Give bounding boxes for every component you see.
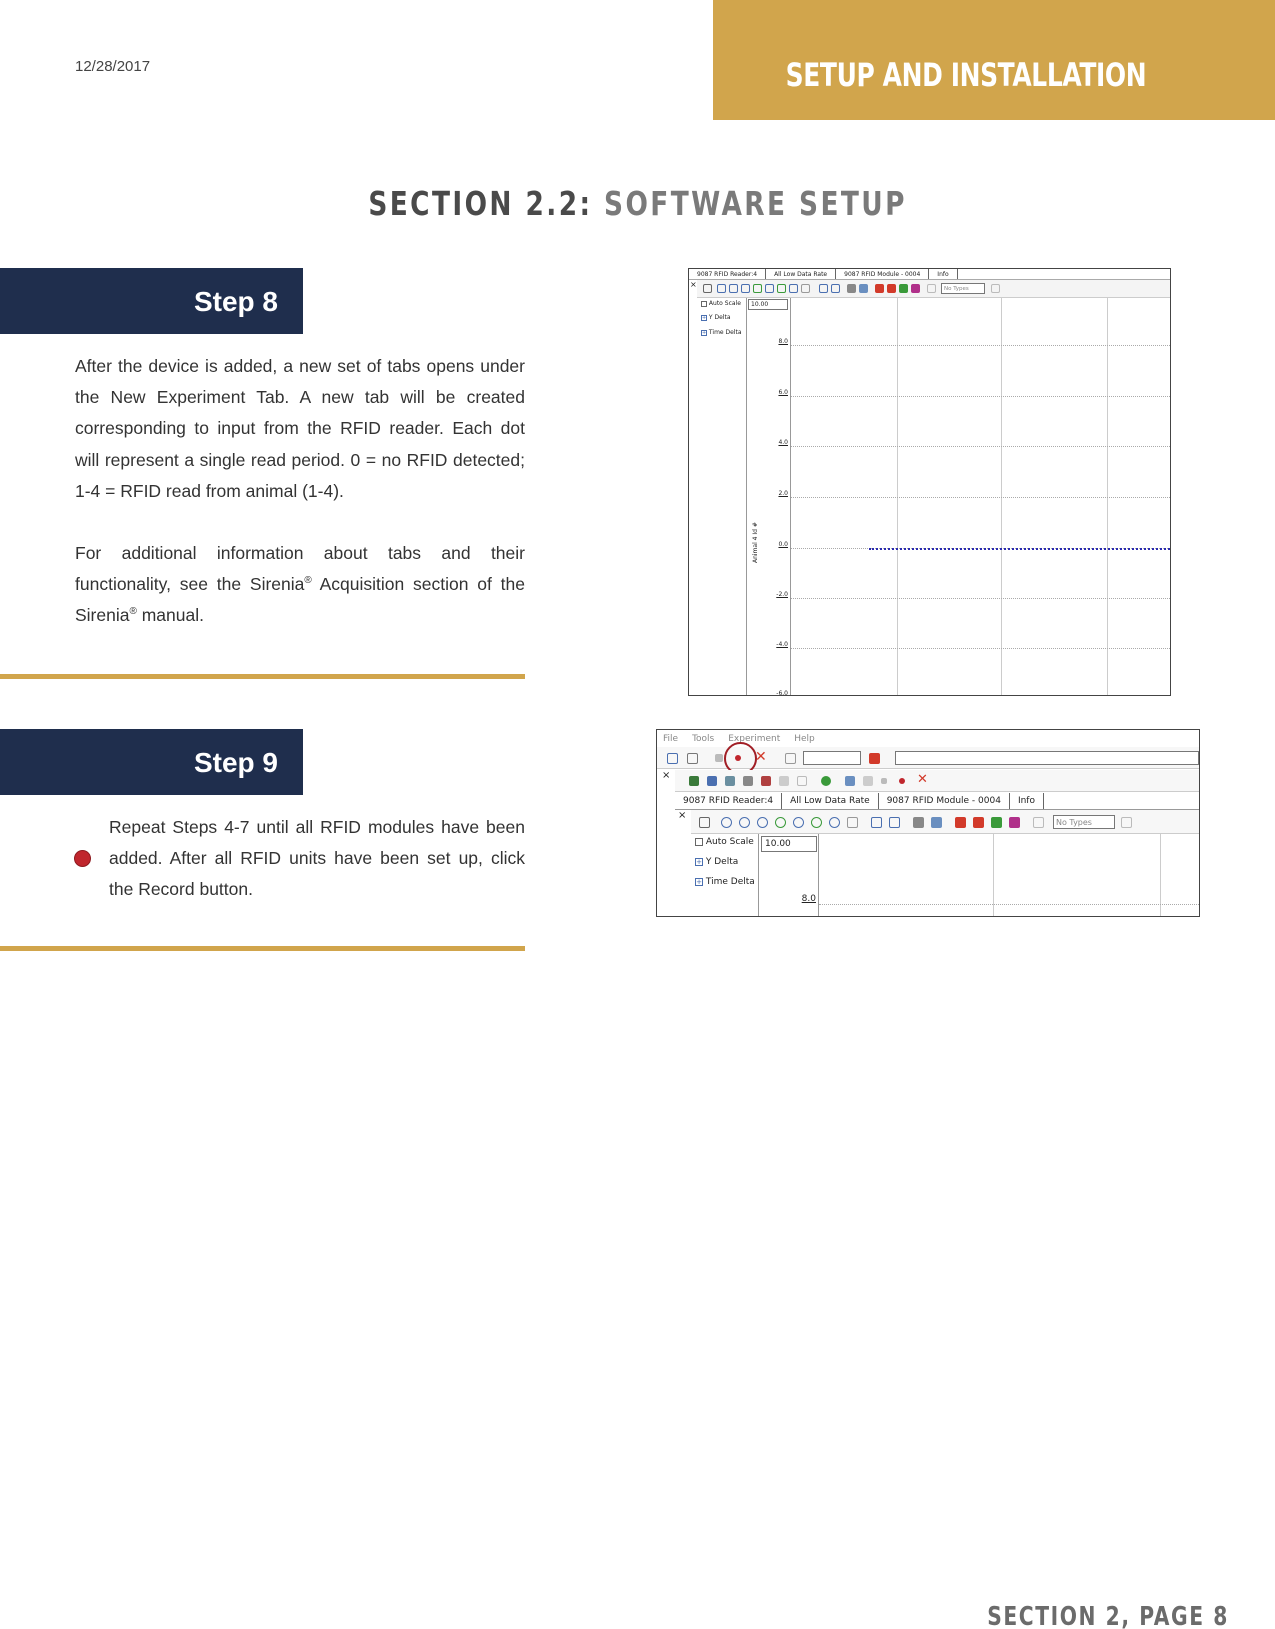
- zoom-reset-icon[interactable]: [741, 284, 750, 293]
- step-9-divider: [0, 946, 525, 951]
- zoom-in-icon[interactable]: [721, 817, 732, 828]
- zoom-fit-icon[interactable]: [777, 284, 786, 293]
- auto-scale-option[interactable]: [695, 837, 754, 847]
- y-axis-panel: [747, 298, 791, 696]
- grid-line-horizontal: [791, 648, 1170, 649]
- grid-line-horizontal: [819, 904, 1199, 905]
- auto-scale-checkbox[interactable]: [695, 838, 703, 846]
- add-device-icon[interactable]: [707, 776, 717, 786]
- graph-toolbar: [691, 810, 1199, 834]
- open-icon[interactable]: [687, 753, 698, 764]
- print-icon[interactable]: [847, 284, 856, 293]
- print-icon[interactable]: [913, 817, 924, 828]
- y-axis-panel: [759, 834, 819, 917]
- step-9-label: Step 9: [193, 747, 278, 778]
- configure-icon[interactable]: [725, 776, 735, 786]
- export-icon[interactable]: [859, 284, 868, 293]
- marker-3d-icon[interactable]: [911, 284, 920, 293]
- zoom-y-icon[interactable]: [765, 284, 774, 293]
- y-tick: -6.0: [776, 690, 788, 696]
- menu-file[interactable]: File: [663, 734, 679, 744]
- marker-orange-icon[interactable]: [973, 817, 984, 828]
- step-9-paragraph: Repeat Steps 4-7 until all RFID modules have been added. After all RFID units have been set up, click the Record button.: [109, 817, 525, 900]
- marker-green-icon[interactable]: [991, 817, 1002, 828]
- time-delta-option[interactable]: [695, 877, 755, 887]
- grid-line-horizontal: [791, 598, 1170, 599]
- step-8-header: [0, 268, 303, 334]
- section-label: SECTION 2.2:: [368, 184, 593, 223]
- marker-orange-icon[interactable]: [887, 284, 896, 293]
- pan-icon[interactable]: [801, 284, 810, 293]
- cursor-a-icon[interactable]: [819, 284, 828, 293]
- stop-icon[interactable]: [715, 754, 723, 762]
- close-experiment-icon[interactable]: ✕: [755, 749, 767, 765]
- user-icon[interactable]: [797, 776, 807, 786]
- y-tick: -4.0: [776, 641, 788, 648]
- graph-options-pane: [691, 834, 759, 917]
- marker-red-icon[interactable]: [875, 284, 884, 293]
- pointer-icon[interactable]: [703, 284, 712, 293]
- tab-rfid-module[interactable]: 9087 RFID Module - 0004: [836, 269, 929, 279]
- step-8-paragraph-2: [75, 538, 525, 632]
- y-scale-input[interactable]: 10.00: [748, 299, 788, 310]
- time-delta-option[interactable]: [701, 329, 742, 336]
- sync-icon[interactable]: [821, 776, 831, 786]
- y-tick: 4.0: [778, 439, 788, 446]
- tab-info[interactable]: Info: [1010, 793, 1044, 809]
- zoom-out-icon[interactable]: [729, 284, 738, 293]
- zoom-y-icon[interactable]: [793, 817, 804, 828]
- graph-options-pane: [697, 298, 747, 696]
- pointer-icon[interactable]: [699, 817, 710, 828]
- tab-low-data-rate[interactable]: All Low Data Rate: [766, 269, 836, 279]
- section-title: [0, 184, 1275, 223]
- auto-scale-label: Auto Scale: [708, 300, 741, 307]
- cursor-b-icon[interactable]: [831, 284, 840, 293]
- expand-icon[interactable]: +: [702, 329, 707, 336]
- auto-scale-label: Auto Scale: [705, 837, 754, 847]
- zoom-region-icon[interactable]: [789, 284, 798, 293]
- expand-icon[interactable]: +: [702, 314, 707, 321]
- types-dropdown[interactable]: No Types: [1053, 815, 1115, 829]
- tab-low-data-rate[interactable]: All Low Data Rate: [782, 793, 879, 809]
- time-delta-label: Time Delta: [705, 877, 755, 887]
- y-tick: 6.0: [778, 389, 788, 396]
- types-dropdown[interactable]: No Types: [941, 283, 985, 294]
- zoom-fit-icon[interactable]: [811, 817, 822, 828]
- grid-icon[interactable]: [761, 776, 771, 786]
- rfid-data-trace: [869, 548, 1170, 550]
- close-pane-icon[interactable]: ×: [690, 280, 697, 289]
- y-tick: 8.0: [801, 894, 816, 904]
- header-title: SETUP AND INSTALLATION: [785, 56, 1146, 94]
- menu-tools[interactable]: Tools: [692, 734, 715, 744]
- grid-line-horizontal: [791, 345, 1170, 346]
- y-delta-option[interactable]: [701, 314, 731, 321]
- section-name: SOFTWARE SETUP: [603, 184, 907, 223]
- link-icon[interactable]: [779, 776, 789, 786]
- step-9-header: [0, 729, 303, 795]
- marker-3d-icon[interactable]: [1009, 817, 1020, 828]
- zoom-in-icon[interactable]: [717, 284, 726, 293]
- grid-line-horizontal: [791, 497, 1170, 498]
- device-record-icon[interactable]: [899, 778, 905, 784]
- auto-scale-option[interactable]: [701, 300, 741, 307]
- comment-input[interactable]: [895, 751, 1199, 765]
- grid-line-horizontal: [791, 396, 1170, 397]
- step-8-paragraph-1: After the device is added, a new set of tabs opens under the New Experiment Tab. A new tab will be created corresponding to input from the RFID reader. Each dot will represent a single read period. 0 = no RFID detected; 1-4 = RFID read from animal (1-4).: [75, 356, 525, 501]
- registered-mark: ®: [129, 606, 137, 618]
- document-date: 12/28/2017: [75, 58, 151, 75]
- page-footer: SECTION 2, PAGE 8: [987, 1602, 1229, 1629]
- registered-mark: ®: [304, 575, 312, 587]
- record-button-screenshot: [656, 729, 1200, 917]
- para2-part-c: manual.: [136, 605, 204, 626]
- refresh-icon[interactable]: [991, 284, 1000, 293]
- new-experiment-icon[interactable]: [667, 753, 678, 764]
- y-delta-option[interactable]: [695, 857, 738, 867]
- y-delta-label: Y Delta: [705, 857, 739, 867]
- device-toolbar: [675, 770, 1199, 792]
- device-icon[interactable]: [689, 776, 699, 786]
- y-tick: 0.0: [778, 541, 788, 548]
- table-icon[interactable]: [863, 776, 873, 786]
- expand-icon[interactable]: +: [696, 877, 702, 886]
- properties-icon[interactable]: [785, 753, 796, 764]
- grid-line-horizontal: [791, 446, 1170, 447]
- zoom-reset-icon[interactable]: [757, 817, 768, 828]
- zoom-out-icon[interactable]: [739, 817, 750, 828]
- step-8-label: Step 8: [193, 286, 278, 317]
- y-axis-label: Animal 4 Id #: [752, 522, 759, 563]
- export-icon[interactable]: [931, 817, 942, 828]
- graph-tab-bar: [689, 269, 1170, 280]
- chart-icon[interactable]: [845, 776, 855, 786]
- step-8-divider: [0, 674, 525, 679]
- marker-red-icon[interactable]: [955, 817, 966, 828]
- zoom-x-icon[interactable]: [775, 817, 786, 828]
- y-tick: -2.0: [776, 591, 788, 598]
- y-tick: 2.0: [778, 490, 788, 497]
- device-close-icon[interactable]: ✕: [917, 772, 928, 787]
- cursor-a-icon[interactable]: [871, 817, 882, 828]
- close-pane-icon[interactable]: ×: [662, 770, 671, 781]
- tab-info[interactable]: Info: [929, 269, 957, 279]
- para2-part-b: Acquisition section of the Sirenia: [75, 574, 525, 626]
- device-dropdown[interactable]: [803, 751, 861, 765]
- graph-tab-bar: [675, 793, 1199, 810]
- comment-icon[interactable]: [1033, 817, 1044, 828]
- y-tick: 8.0: [778, 338, 788, 345]
- y-scale-input[interactable]: 10.00: [761, 836, 817, 852]
- pan-icon[interactable]: [847, 817, 858, 828]
- time-delta-label: Time Delta: [708, 329, 742, 336]
- tab-rfid-reader[interactable]: 9087 RFID Reader:4: [689, 269, 766, 279]
- auto-scale-checkbox[interactable]: [701, 301, 707, 307]
- menu-help[interactable]: Help: [794, 734, 815, 744]
- rfid-graph-screenshot: [688, 268, 1171, 696]
- refresh-icon[interactable]: [1121, 817, 1132, 828]
- zoom-region-icon[interactable]: [829, 817, 840, 828]
- zoom-x-icon[interactable]: [753, 284, 762, 293]
- device-stop-icon[interactable]: [881, 778, 887, 784]
- y-delta-label: Y Delta: [708, 314, 731, 321]
- tab-rfid-reader[interactable]: 9087 RFID Reader:4: [675, 793, 782, 809]
- para2-part-a: For additional information about tabs and their functionality, see the Sirenia: [75, 543, 525, 595]
- menu-experiment[interactable]: Experiment: [728, 734, 781, 744]
- marker-icon[interactable]: [869, 753, 880, 764]
- tab-rfid-module[interactable]: 9087 RFID Module - 0004: [879, 793, 1010, 809]
- graph-toolbar: [697, 280, 1170, 298]
- cursor-b-icon[interactable]: [889, 817, 900, 828]
- close-graph-icon[interactable]: ×: [678, 810, 687, 821]
- expand-icon[interactable]: +: [696, 857, 702, 866]
- camera-icon[interactable]: [743, 776, 753, 786]
- marker-green-icon[interactable]: [899, 284, 908, 293]
- comment-icon[interactable]: [927, 284, 936, 293]
- record-bullet-icon: [74, 850, 91, 867]
